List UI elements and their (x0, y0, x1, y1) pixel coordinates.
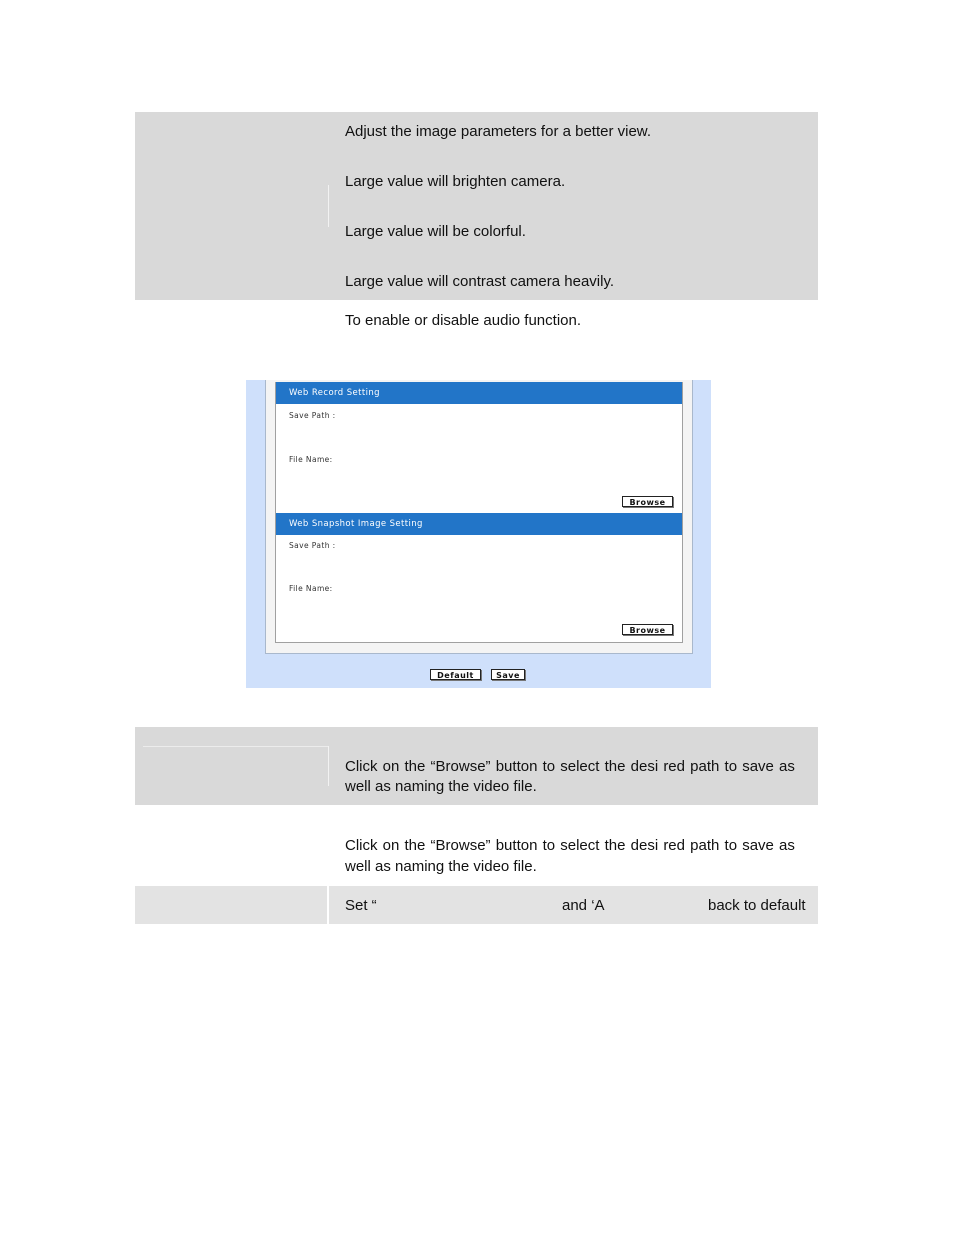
default-description-and: and ‘A (562, 897, 605, 914)
web-record-title: Web Record Setting (276, 382, 682, 404)
snapshot-path-description-line2: well as naming the video file. (345, 858, 537, 875)
audio-note: To enable or disable audio function. (345, 312, 582, 329)
record-path-description-line1: Click on the “Browse” button to select the desi red path to save as (345, 758, 795, 775)
contrast-note: Large value will contrast camera heavily. (345, 273, 615, 290)
web-record-settings-screenshot (246, 380, 711, 688)
snapshot-file-name-label: File Name: (289, 584, 333, 593)
table-divider (328, 185, 329, 227)
web-snapshot-title: Web Snapshot Image Setting (276, 513, 682, 535)
record-path-description-line2: well as naming the video file. (345, 778, 537, 795)
web-record-panel (275, 382, 683, 515)
image-parameters-intro: Adjust the image parameters for a better view. (345, 123, 651, 140)
default-row-band-left (135, 886, 327, 924)
default-description-back: back to default (708, 897, 806, 914)
table-divider (328, 746, 329, 786)
brightness-note: Large value will brighten camera. (345, 173, 566, 190)
web-snapshot-panel (275, 513, 683, 643)
snapshot-save-path-label: Save Path : (289, 541, 336, 550)
default-button[interactable]: Default (430, 669, 481, 680)
record-file-name-label: File Name: (289, 455, 333, 464)
saturation-note: Large value will be colorful. (345, 223, 526, 240)
default-description-set: Set “ (345, 897, 377, 914)
record-browse-button[interactable]: Browse (622, 496, 673, 507)
record-save-path-label: Save Path : (289, 411, 336, 420)
snapshot-path-description-line1: Click on the “Browse” button to select the desi red path to save as (345, 837, 795, 854)
snapshot-browse-button[interactable]: Browse (622, 624, 673, 635)
row-separator (143, 746, 328, 747)
save-button[interactable]: Save (491, 669, 525, 680)
